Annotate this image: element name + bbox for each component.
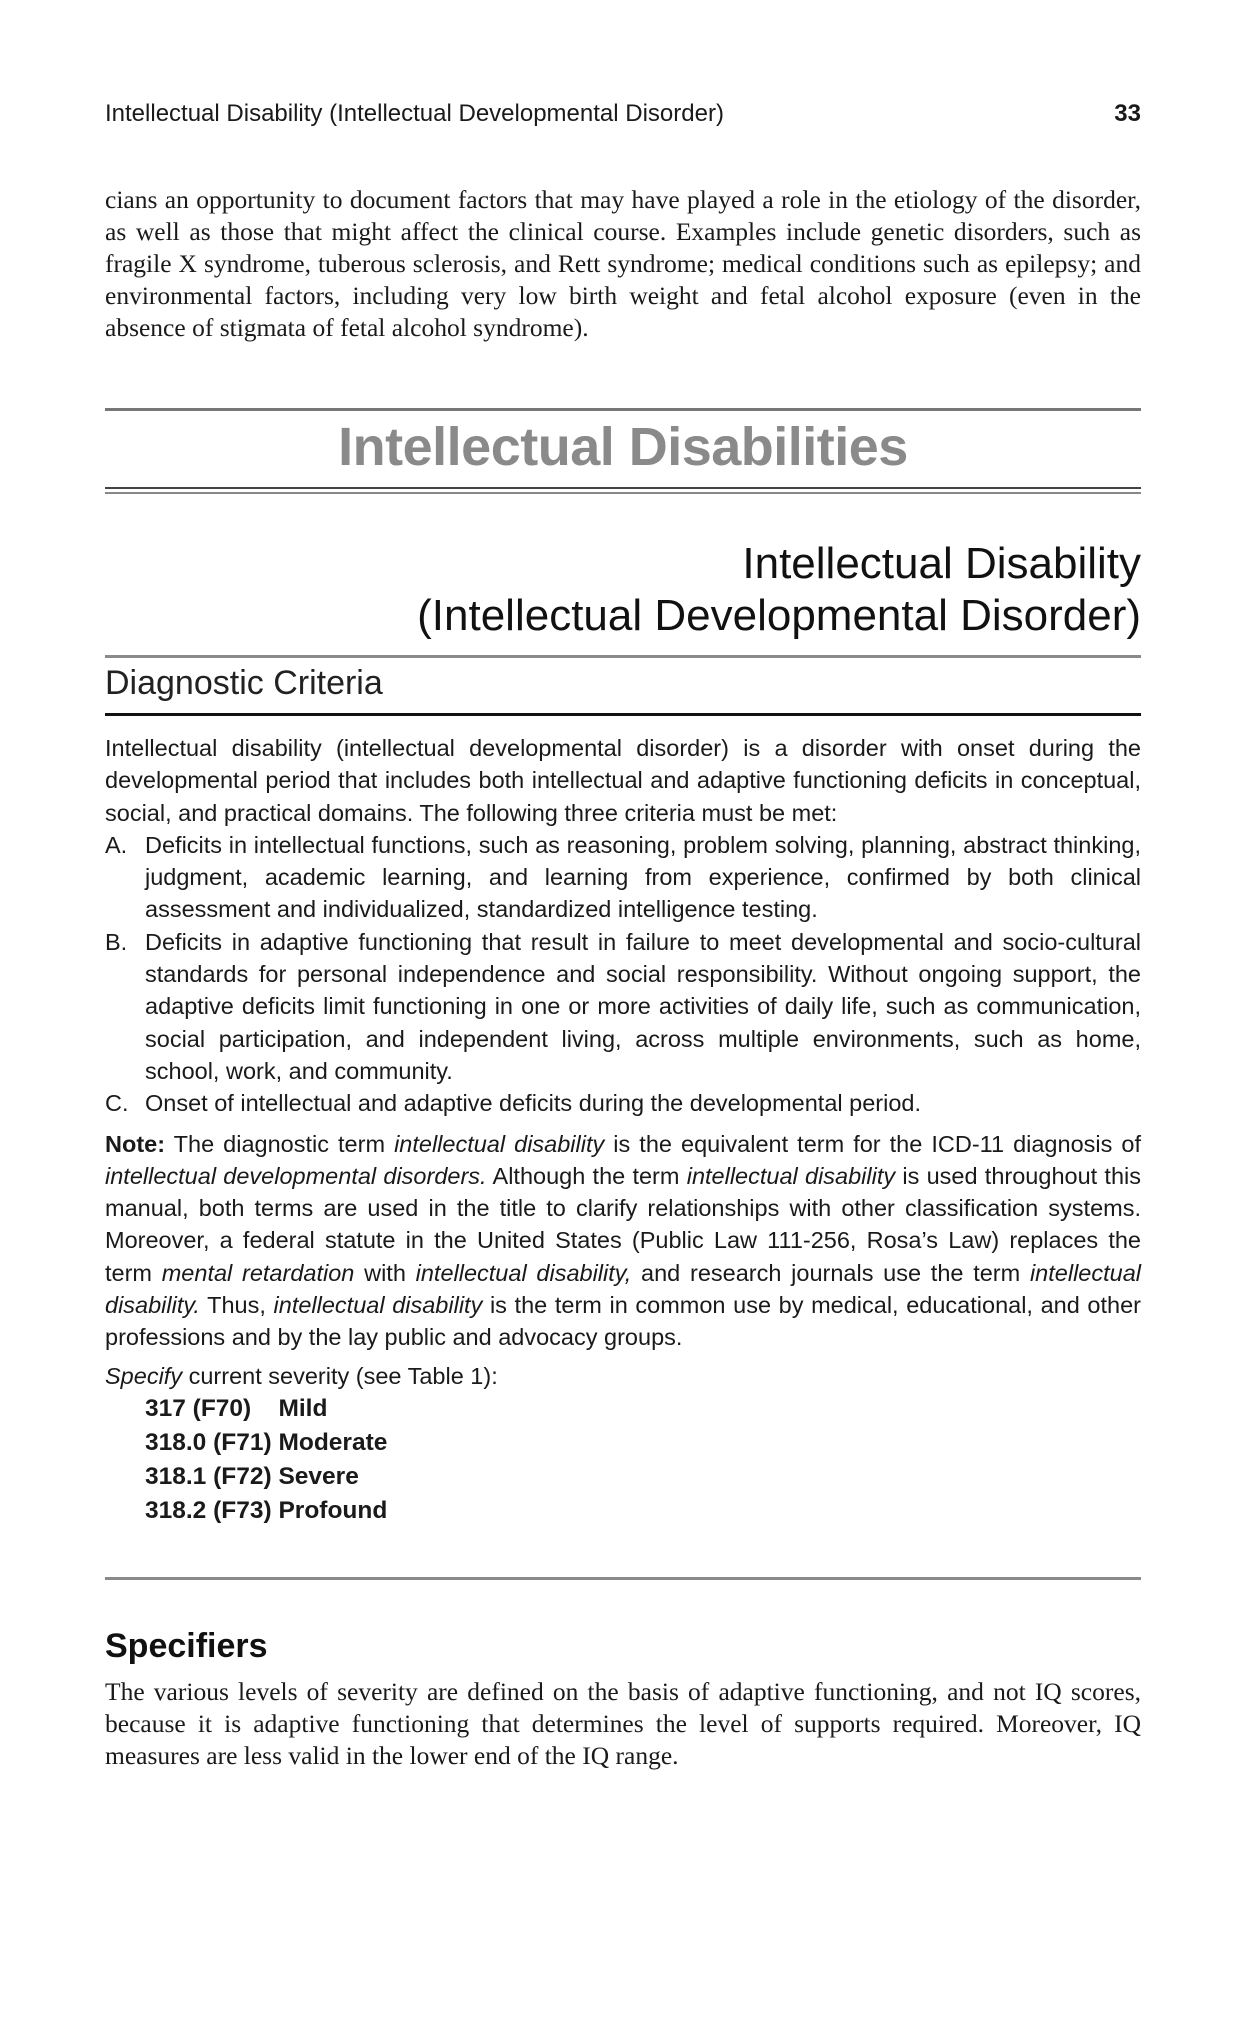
criteria-box-bottom-rule	[105, 1577, 1141, 1580]
criterion-letter: B.	[105, 928, 128, 955]
severity-code-list	[105, 1392, 1141, 1528]
note-term: intellectual disability,	[415, 1259, 632, 1286]
note-text: The diagnostic term	[165, 1130, 395, 1157]
severity-code-moderate: 318.0 (F71) Moderate	[145, 1428, 388, 1456]
running-title: Intellectual Disability (Intellectual Developmental Disorder)	[105, 100, 724, 127]
disorder-title	[105, 538, 1141, 642]
note-paragraph	[105, 1128, 1141, 1354]
specify-text: current severity (see Table 1):	[182, 1362, 498, 1389]
criterion-letter: C.	[105, 1090, 129, 1117]
disorder-title-line-2: (Intellectual Developmental Disorder)	[417, 591, 1141, 640]
criterion-letter: A.	[105, 831, 128, 858]
specify-label: Specify	[105, 1362, 183, 1389]
note-term: intellectual disability	[273, 1292, 483, 1319]
note-text: is the equivalent term for the ICD-11 diagnosis of	[604, 1130, 1141, 1157]
severity-code-mild: 317 (F70) Mild	[145, 1394, 328, 1422]
section-bottom-rule	[105, 487, 1141, 494]
diagnostic-criteria-box	[105, 732, 1141, 1528]
note-text: Although the term	[486, 1162, 687, 1189]
criterion-text: Onset of intellectual and adaptive deficits during the developmental period.	[145, 1090, 921, 1117]
note-label: Note:	[105, 1130, 166, 1157]
criterion-a	[105, 829, 1141, 926]
disorder-title-rule	[105, 655, 1141, 658]
section-top-rule	[105, 408, 1141, 411]
note-text: is the term in common use by medical, educational, and other professions and by the lay public and advocacy groups.	[105, 1292, 1141, 1351]
note-text: Thus,	[199, 1292, 274, 1319]
severity-code-severe: 318.1 (F72) Severe	[145, 1462, 359, 1490]
note-text: and research journals use the term	[631, 1259, 1030, 1286]
note-term: intellectual disability.	[105, 1259, 1141, 1319]
note-term: intellectual disability	[686, 1162, 896, 1189]
disorder-title-line-1: Intellectual Disability	[742, 539, 1141, 588]
note-text: with	[354, 1259, 416, 1286]
criteria-intro: Intellectual disability (intellectual developmental disorder) is a disorder with onset during the developmental period that includes both intellectual and adaptive functioning deficits in conceptual, social, and practical domains. The following three criteria must be met:	[105, 735, 1141, 826]
specifiers-paragraph: The various levels of severity are defined on the basis of adaptive functioning, and not IQ scores, because it is adaptive functioning that determines the level of supports required. Moreover, IQ measures are less valid in the lower end of the IQ range.	[105, 1677, 1141, 1770]
criteria-heading-rule	[105, 713, 1141, 716]
running-header	[105, 100, 1141, 134]
note-term: intellectual disability	[394, 1130, 605, 1157]
section-title: Intellectual Disabilities	[338, 417, 908, 477]
criterion-text: Deficits in adaptive functioning that result in failure to meet developmental and socio-cultural standards for personal independence and social responsibility. Without ongoing support, the adaptive deficits limit functioning in one or more activities of daily life, such as communication, social participation, and independent living, across multiple environments, such as home, school, work, and community.	[145, 928, 1141, 1084]
criterion-b	[105, 926, 1141, 1087]
criteria-heading: Diagnostic Criteria	[105, 664, 383, 702]
page-number: 33	[1114, 100, 1141, 127]
note-term: mental retardation	[161, 1259, 355, 1286]
intro-paragraph: cians an opportunity to document factors that may have played a role in the etiology of the disorder, as well as those that might affect the clinical course. Examples include genetic disorders, such as fragile X syndrome, tuberous sclerosis, and Rett syndrome; medical conditions such as epilepsy; and environmental factors, including very low birth weight and fetal alcohol exposure (even in the absence of stigmata of fetal alcohol syndrome).	[105, 185, 1141, 342]
severity-code-profound: 318.2 (F73) Profound	[145, 1496, 388, 1524]
criterion-text: Deficits in intellectual functions, such as reasoning, problem solving, planning, abstract thinking, judgment, academic learning, and learning from experience, confirmed by both clinical assessment and individualized, standardized intelligence testing.	[145, 831, 1141, 923]
note-text: is used throughout this manual, both terms are used in the title to clarify relationships with other classification systems. Moreover, a federal statute in the United States (Public Law 111-256, Rosa’s Law) replaces the term	[105, 1162, 1141, 1286]
note-term: intellectual developmental disorders.	[105, 1162, 487, 1189]
specify-line	[105, 1360, 1141, 1392]
criterion-c	[105, 1087, 1141, 1119]
specifiers-heading: Specifiers	[105, 1627, 268, 1665]
